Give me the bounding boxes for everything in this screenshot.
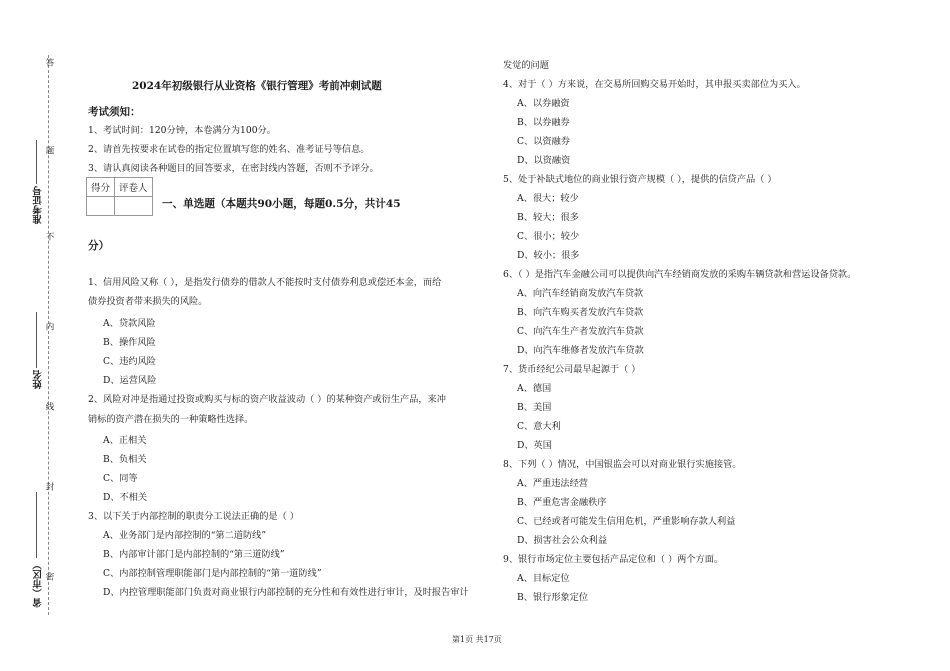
q7-option-b[interactable]: B、美国 <box>517 402 552 413</box>
q1-option-d[interactable]: D、运营风险 <box>103 375 157 386</box>
q3-option-a[interactable]: A、业务部门是内部控制的“第二道防线” <box>103 530 267 541</box>
q3-option-b[interactable]: B、内部审计部门是内部控制的“第三道防线” <box>103 549 285 560</box>
q4-option-a[interactable]: A、以券融资 <box>517 98 570 109</box>
section-heading-cont: 分） <box>88 240 110 252</box>
question-2-line-2: 销标的资产潜在损失的一种策略性选择。 <box>88 414 254 425</box>
q6-option-a[interactable]: A、向汽车经销商发放汽车贷款 <box>517 288 644 299</box>
q5-option-d[interactable]: D、较小；很多 <box>517 250 580 261</box>
q7-option-a[interactable]: A、德国 <box>517 383 552 394</box>
seal-char-7: 密 <box>44 572 54 581</box>
q8-option-c[interactable]: C、已经或者可能发生信用危机，严重影响存款人利益 <box>517 516 736 527</box>
notice-item-3: 3、请认真阅读各种题目的回答要求，在密封线内答题，否则不予评分。 <box>88 163 379 174</box>
page-number: 第1页 共17页 <box>452 635 502 644</box>
q2-option-b[interactable]: B、负相关 <box>103 454 147 465</box>
question-8: 8、下列（ ）情况，中国银监会可以对商业银行实施接管。 <box>503 459 742 470</box>
q1-option-c[interactable]: C、违约风险 <box>103 356 156 367</box>
q6-option-c[interactable]: C、向汽车生产者发放汽车贷款 <box>517 326 644 337</box>
score-box <box>86 177 153 216</box>
q7-option-d[interactable]: D、英国 <box>517 440 552 451</box>
q5-option-c[interactable]: C、很小；较少 <box>517 231 580 242</box>
seal-char-3: 不 <box>44 232 54 241</box>
q5-option-b[interactable]: B、较大；很多 <box>517 212 579 223</box>
q8-option-d[interactable]: D、损害社会公众利益 <box>517 535 608 546</box>
grader-cell: 评卷人 <box>115 178 153 197</box>
seal-dashed-line <box>48 55 49 615</box>
score-cell: 得分 <box>87 178 115 197</box>
q1-option-b[interactable]: B、操作风险 <box>103 337 156 348</box>
seal-char-5: 线 <box>44 402 54 411</box>
exam-title: 2024年初级银行从业资格《银行管理》考前冲刺试题 <box>132 80 382 92</box>
q4-option-b[interactable]: B、以券融券 <box>517 117 570 128</box>
continuation-text: 发觉的问题 <box>503 60 549 71</box>
seal-char-1: 答 <box>44 58 54 67</box>
question-5: 5、处于补缺式地位的商业银行资产规模（ ），提供的信贷产品（ ） <box>503 174 777 185</box>
q5-option-a[interactable]: A、很大；较少 <box>517 193 579 204</box>
q3-option-c[interactable]: C、内部控制管理职能部门是内部控制的“第一道防线” <box>103 568 322 579</box>
q9-option-a[interactable]: A、目标定位 <box>517 573 570 584</box>
q6-option-d[interactable]: D、向汽车维修者发放汽车贷款 <box>517 345 644 356</box>
q1-option-a[interactable]: A、贷款风险 <box>103 318 156 329</box>
seal-char-6: 封 <box>44 482 54 491</box>
question-6: 6、（ ）是指汽车金融公司可以提供向汽车经销商发放的采购车辆贷款和营运设备贷款。 <box>503 269 857 280</box>
ticket-number-line <box>36 140 37 184</box>
q8-option-a[interactable]: A、严重违法经营 <box>517 478 588 489</box>
region-line <box>36 492 37 558</box>
q8-option-b[interactable]: B、严重危害金融秩序 <box>517 497 607 508</box>
seal-char-4: 内 <box>44 322 54 331</box>
q2-option-c[interactable]: C、同等 <box>103 473 138 484</box>
section-heading: 一、单选题（本题共90小题，每题0.5分，共计45 <box>162 198 401 210</box>
q9-option-b[interactable]: B、银行形象定位 <box>517 592 589 603</box>
question-7: 7、货币经纪公司最早起源于（ ） <box>503 364 641 375</box>
q4-option-c[interactable]: C、以资融券 <box>517 136 570 147</box>
ticket-number-label: 准考证号 <box>33 186 44 224</box>
name-line <box>36 312 37 368</box>
score-input-cell[interactable] <box>87 197 115 216</box>
question-1-line-2: 债券投资者带来损失的风险。 <box>88 296 208 307</box>
region-label: 省（市区） <box>33 560 44 608</box>
notice-item-1: 1、考试时间：120分钟，本卷满分为100分。 <box>88 125 276 136</box>
q4-option-d[interactable]: D、以资融资 <box>517 155 571 166</box>
name-label: 姓名 <box>33 370 44 389</box>
q2-option-d[interactable]: D、不相关 <box>103 492 148 503</box>
q7-option-c[interactable]: C、意大利 <box>517 421 561 432</box>
q6-option-b[interactable]: B、向汽车购买者发放汽车贷款 <box>517 307 644 318</box>
question-9: 9、银行市场定位主要包括产品定位和（ ）两个方面。 <box>503 554 724 565</box>
seal-char-2: 题 <box>44 146 54 155</box>
question-2-line-1: 2、风险对冲是指通过投资或购买与标的资产收益波动（ ）的某种资产或衍生产品，来冲 <box>88 394 446 405</box>
q2-option-a[interactable]: A、正相关 <box>103 435 147 446</box>
question-3-line-1: 3、以下关于内部控制的职责分工说法正确的是（ ） <box>88 511 299 522</box>
grader-input-cell[interactable] <box>115 197 153 216</box>
question-1-line-1: 1、信用风险又称（ ），是指发行债券的借款人不能按时支付债券利息或偿还本金，而给 <box>88 277 442 288</box>
q3-option-d[interactable]: D、内控管理职能部门负责对商业银行内部控制的充分性和有效性进行审计，及时报告审计 <box>103 587 469 598</box>
question-4: 4、对于（ ）方来说，在交易所回购交易开始时，其申报买卖部位为买入。 <box>503 79 806 90</box>
notice-item-2: 2、请首先按要求在试卷的指定位置填写您的姓名、准考证号等信息。 <box>88 144 370 155</box>
notice-title: 考试须知： <box>88 106 141 118</box>
